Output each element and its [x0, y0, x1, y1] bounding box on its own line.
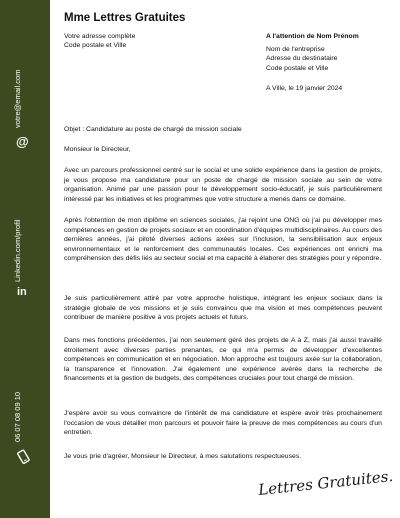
paragraph-regards: Je vous prie d'agréer, Monsieur le Directeur, à mes salutations respectueuses.	[64, 453, 302, 460]
linkedin-text[interactable]: Linkedin.com/profil	[13, 219, 22, 282]
sender-street: Votre adresse complète	[64, 33, 136, 40]
phone-text[interactable]: 06 07 08 09 10	[13, 391, 22, 442]
date-line: A Ville, le 19 janvier 2024	[266, 85, 343, 92]
sender-city: Code postale et Ville	[64, 42, 127, 50]
subject-line: Objet : Candidature au poste de chargé de mission sociale	[64, 126, 242, 133]
linkedin-icon: in	[17, 286, 27, 298]
recipient-block	[266, 32, 359, 73]
paragraph-intro: Avec un parcours professionnel centré sur le social et une solide expérience dans la gestion de projets, je vous propose ma candidature pour un poste de chargé de mission sociale au sein de votre organisation. Animé par une passion pour le développement socio-éducatif, je suis particulièrement intéressé par les initiatives et les programmes que votre structure a menés dans ce domaine.	[64, 167, 382, 203]
recipient-address: Adresse du destinataire	[266, 55, 338, 63]
email-text[interactable]: votre@email.com	[13, 69, 22, 128]
phone-icon	[16, 449, 30, 470]
at-icon: @	[16, 134, 29, 149]
contact-sidebar	[0, 0, 50, 518]
signature: Lettres Gratuites.	[257, 466, 394, 500]
paragraph-motivation: Je suis particulièrement attiré par votre approche holistique, intégrant les enjeux sociaux dans la stratégie globale de vos missions et je suis convaincu que ma vision et mes compétences peuvent contribuer de manière positive à vos projets actuels et futurs.	[64, 295, 382, 322]
paragraph-skills: Dans mes fonctions précédentes, j'ai non seulement géré des projets de A à Z, mais j'ai aussi travaillé étroitement avec diverses parties prenantes, ce qui m'a permis de développer d'excellentes compétences en communication et en négociation. Mon approche est toujours axée sur la collaboration, la transparence et l'innovation. J'ai également une expérience avérée dans la recherche de financements et la gestion de budgets, des compétences cruciales pour tout chargé de mission.	[64, 337, 382, 383]
salutation: Monsieur le Directeur,	[64, 146, 131, 153]
sender-name: Mme Lettres Gratuites	[64, 12, 186, 24]
recipient-city: Code postale et Ville	[266, 64, 329, 72]
recipient-attention: A l'attention de Nom Prénom	[266, 33, 359, 40]
paragraph-experience: Après l'obtention de mon diplôme en sciences sociales, j'ai rejoint une ONG où j'ai pu développer mes compétences en gestion de projets sociaux et en coordination d'équipes multidisciplinaires. Au cours des dernières années, j'ai piloté diverses actions axées sur l'inclusion, la sensibilisation aux enjeux environnementaux et le renforcement des communautés locales. Ces expériences ont enrichi ma compréhension des défis liés au secteur social et ma capacité à élaborer des stratégies pour y répondre.	[64, 217, 382, 263]
paragraph-closing: J'espère avoir su vous convaincre de l'intérêt de ma candidature et espère avoir très prochainement l'occasion de vous détailler mon parcours et pouvoir faire la preuve de mes compétences au cours d'un entretien.	[64, 410, 382, 437]
sender-address	[64, 32, 135, 50]
recipient-company: Nom de l'entreprise	[266, 46, 325, 54]
